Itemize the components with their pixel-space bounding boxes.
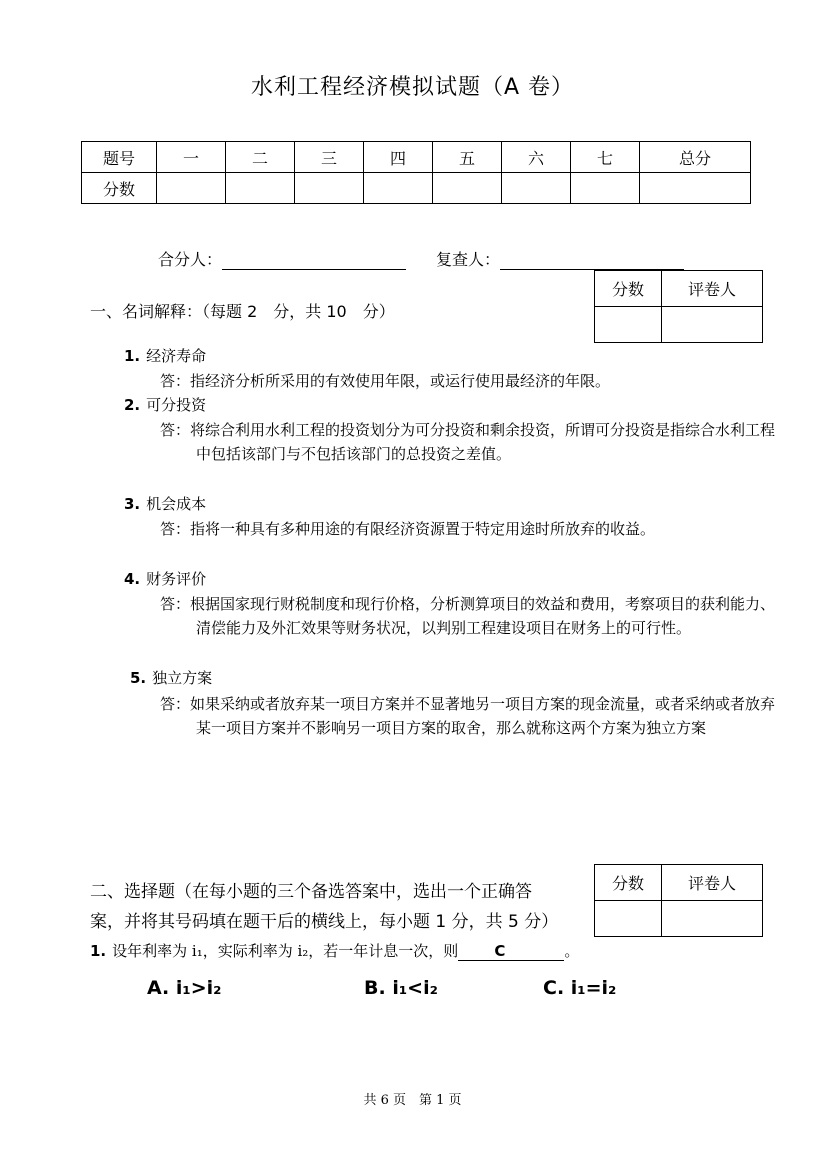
term-answer: 答：如果采纳或者放弃某一项目方案并不显著地另一项目方案的现金流量，或者采纳或者放弃某一项目方案并不影响另一项目方案的取舍，那么就称这两个方案为独立方案 bbox=[160, 695, 776, 737]
reviewer-signature bbox=[436, 247, 684, 270]
term-number: 1. bbox=[124, 347, 141, 365]
term-name: 可分投资 bbox=[146, 396, 207, 414]
score-header-cell: 题号 bbox=[82, 142, 157, 173]
grader-name-cell bbox=[662, 307, 763, 343]
score-table-header-row bbox=[82, 142, 751, 173]
combiner-label: 合分人： bbox=[158, 250, 223, 269]
reviewer-line bbox=[500, 251, 684, 270]
term-name: 独立方案 bbox=[152, 669, 213, 687]
score-cell bbox=[640, 173, 751, 204]
score-header-cell: 五 bbox=[433, 142, 502, 173]
term-answer: 答：将综合利用水利工程的投资划分为可分投资和剩余投资，所谓可分投资是指综合水利工程中包括该部门与不包括该部门的总投资之差值。 bbox=[160, 421, 776, 463]
reviewer-label: 复查人： bbox=[436, 250, 501, 269]
score-cell bbox=[571, 173, 640, 204]
term-number: 2. bbox=[124, 396, 141, 414]
score-cell bbox=[157, 173, 226, 204]
score-header-cell: 总分 bbox=[640, 142, 751, 173]
option-c: C. i₁=i₂ bbox=[543, 977, 617, 999]
term-name: 经济寿命 bbox=[146, 347, 207, 365]
score-cell bbox=[364, 173, 433, 204]
term-answer: 答：根据国家现行财税制度和现行价格，分析测算项目的效益和费用，考察项目的获利能力、清偿能力及外汇效果等财务状况，以判别工程建设项目在财务上的可行性。 bbox=[160, 595, 776, 637]
grader-score-label: 分数 bbox=[595, 271, 662, 307]
grader-score-label: 分数 bbox=[595, 865, 662, 901]
term-item bbox=[124, 568, 206, 589]
grader-name-cell bbox=[662, 901, 763, 937]
combiner-line bbox=[222, 251, 406, 270]
score-cell bbox=[502, 173, 571, 204]
term-answer: 答：指经济分析所采用的有效使用年限，或运行使用最经济的年限。 bbox=[160, 372, 611, 390]
term-number: 4. bbox=[124, 570, 141, 588]
grader-name-label: 评卷人 bbox=[662, 271, 763, 307]
question-1 bbox=[90, 940, 579, 961]
score-cell bbox=[433, 173, 502, 204]
option-b: B. i₁<i₂ bbox=[364, 977, 438, 999]
question-stem: 设年利率为 i₁，实际利率为 i₂，若一年计息一次，则 bbox=[112, 942, 459, 960]
section1-heading: 一、名词解释：（每题 2 分，共 10 分） bbox=[90, 302, 395, 321]
score-header-cell: 六 bbox=[502, 142, 571, 173]
term-item bbox=[124, 394, 206, 415]
score-header-cell: 二 bbox=[226, 142, 295, 173]
term-number: 3. bbox=[124, 495, 141, 513]
section1-grader-box bbox=[594, 270, 763, 343]
term-name: 机会成本 bbox=[146, 495, 207, 513]
term-number: 5. bbox=[130, 669, 147, 687]
question-number: 1. bbox=[90, 942, 107, 960]
section2-heading-line2: 案，并将其号码填在题干后的横线上，每小题 1 分，共 5 分） bbox=[90, 912, 559, 932]
page-title: 水利工程经济模拟试题（A 卷） bbox=[250, 75, 575, 100]
score-header-cell: 一 bbox=[157, 142, 226, 173]
section2-grader-box bbox=[594, 864, 763, 937]
score-cell bbox=[295, 173, 364, 204]
term-name: 财务评价 bbox=[146, 570, 207, 588]
grader-score-cell bbox=[595, 307, 662, 343]
score-table bbox=[81, 141, 751, 204]
term-item bbox=[124, 493, 206, 514]
option-a: A. i₁>i₂ bbox=[147, 977, 222, 999]
score-table-value-row bbox=[82, 173, 751, 204]
grader-score-cell bbox=[595, 901, 662, 937]
term-answer: 答：指将一种具有多种用途的有限经济资源置于特定用途时所放弃的收益。 bbox=[160, 520, 656, 538]
grader-name-label: 评卷人 bbox=[662, 865, 763, 901]
combiner-signature bbox=[158, 247, 406, 270]
page-footer: 共 6 页 第 1 页 bbox=[363, 1093, 462, 1108]
score-header-cell: 三 bbox=[295, 142, 364, 173]
score-header-cell: 四 bbox=[364, 142, 433, 173]
section2-heading-line1: 二、选择题（在每小题的三个备选答案中，选出一个正确答 bbox=[90, 882, 532, 902]
score-header-cell: 七 bbox=[571, 142, 640, 173]
question-answer-blank: C bbox=[458, 942, 564, 961]
score-cell bbox=[226, 173, 295, 204]
term-item bbox=[124, 345, 206, 366]
score-row-label: 分数 bbox=[82, 173, 157, 204]
question-end: 。 bbox=[564, 942, 580, 960]
term-item bbox=[130, 667, 212, 688]
